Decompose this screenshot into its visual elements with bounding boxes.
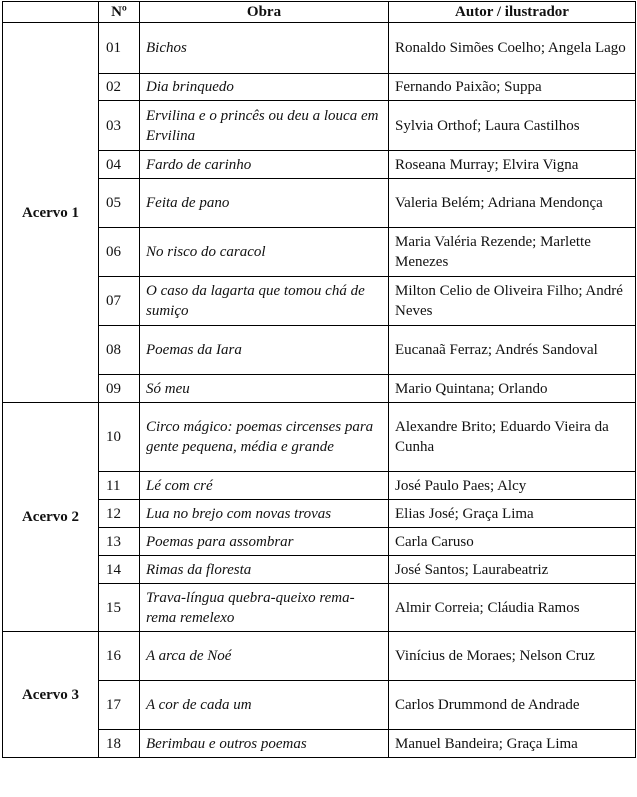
row-number: 12 bbox=[99, 500, 140, 528]
author-illustrator: Vinícius de Moraes; Nelson Cruz bbox=[389, 632, 636, 681]
header-row bbox=[3, 2, 636, 23]
author-illustrator: Mario Quintana; Orlando bbox=[389, 375, 636, 403]
work-title: O caso da lagarta que tomou chá de sumiço bbox=[140, 277, 389, 326]
row-number: 03 bbox=[99, 101, 140, 151]
work-title: Lua no brejo com novas trovas bbox=[140, 500, 389, 528]
work-title: A cor de cada um bbox=[140, 681, 389, 730]
book-table bbox=[2, 1, 636, 758]
row-number: 13 bbox=[99, 528, 140, 556]
row-number: 16 bbox=[99, 632, 140, 681]
work-title: Ervilina e o princês ou deu a louca em Ervilina bbox=[140, 101, 389, 151]
author-illustrator: José Santos; Laurabeatriz bbox=[389, 556, 636, 584]
group-label: Acervo 1 bbox=[3, 23, 99, 403]
author-illustrator: Manuel Bandeira; Graça Lima bbox=[389, 730, 636, 758]
row-number: 01 bbox=[99, 23, 140, 74]
work-title: No risco do caracol bbox=[140, 228, 389, 277]
row-number: 02 bbox=[99, 74, 140, 101]
author-illustrator: Carla Caruso bbox=[389, 528, 636, 556]
row-number: 06 bbox=[99, 228, 140, 277]
author-illustrator: Eucanaã Ferraz; Andrés Sandoval bbox=[389, 326, 636, 375]
work-title: Poemas da Iara bbox=[140, 326, 389, 375]
author-illustrator: Alexandre Brito; Eduardo Vieira da Cunha bbox=[389, 403, 636, 472]
work-title: Só meu bbox=[140, 375, 389, 403]
work-title: Fardo de carinho bbox=[140, 151, 389, 179]
header-number: Nº bbox=[99, 2, 140, 23]
table-row bbox=[3, 632, 636, 681]
work-title: Dia brinquedo bbox=[140, 74, 389, 101]
row-number: 11 bbox=[99, 472, 140, 500]
row-number: 10 bbox=[99, 403, 140, 472]
work-title: Lé com cré bbox=[140, 472, 389, 500]
author-illustrator: Sylvia Orthof; Laura Castilhos bbox=[389, 101, 636, 151]
work-title: Bichos bbox=[140, 23, 389, 74]
author-illustrator: Fernando Paixão; Suppa bbox=[389, 74, 636, 101]
author-illustrator: Almir Correia; Cláudia Ramos bbox=[389, 584, 636, 632]
work-title: Feita de pano bbox=[140, 179, 389, 228]
author-illustrator: Valeria Belém; Adriana Mendonça bbox=[389, 179, 636, 228]
row-number: 18 bbox=[99, 730, 140, 758]
work-title: Rimas da floresta bbox=[140, 556, 389, 584]
header-work: Obra bbox=[140, 2, 389, 23]
author-illustrator: Elias José; Graça Lima bbox=[389, 500, 636, 528]
author-illustrator: Maria Valéria Rezende; Marlette Menezes bbox=[389, 228, 636, 277]
row-number: 05 bbox=[99, 179, 140, 228]
work-title: Trava-língua quebra-queixo rema-rema remelexo bbox=[140, 584, 389, 632]
author-illustrator: Roseana Murray; Elvira Vigna bbox=[389, 151, 636, 179]
group-label: Acervo 3 bbox=[3, 632, 99, 758]
work-title: Poemas para assombrar bbox=[140, 528, 389, 556]
work-title: A arca de Noé bbox=[140, 632, 389, 681]
header-author: Autor / ilustrador bbox=[389, 2, 636, 23]
group-label: Acervo 2 bbox=[3, 403, 99, 632]
table-row bbox=[3, 403, 636, 472]
row-number: 04 bbox=[99, 151, 140, 179]
row-number: 17 bbox=[99, 681, 140, 730]
work-title: Circo mágico: poemas circenses para gente pequena, média e grande bbox=[140, 403, 389, 472]
author-illustrator: Milton Celio de Oliveira Filho; André Neves bbox=[389, 277, 636, 326]
row-number: 14 bbox=[99, 556, 140, 584]
row-number: 09 bbox=[99, 375, 140, 403]
table-row bbox=[3, 23, 636, 74]
row-number: 15 bbox=[99, 584, 140, 632]
author-illustrator: Carlos Drummond de Andrade bbox=[389, 681, 636, 730]
author-illustrator: José Paulo Paes; Alcy bbox=[389, 472, 636, 500]
author-illustrator: Ronaldo Simões Coelho; Angela Lago bbox=[389, 23, 636, 74]
row-number: 08 bbox=[99, 326, 140, 375]
row-number: 07 bbox=[99, 277, 140, 326]
work-title: Berimbau e outros poemas bbox=[140, 730, 389, 758]
header-group bbox=[3, 2, 99, 23]
